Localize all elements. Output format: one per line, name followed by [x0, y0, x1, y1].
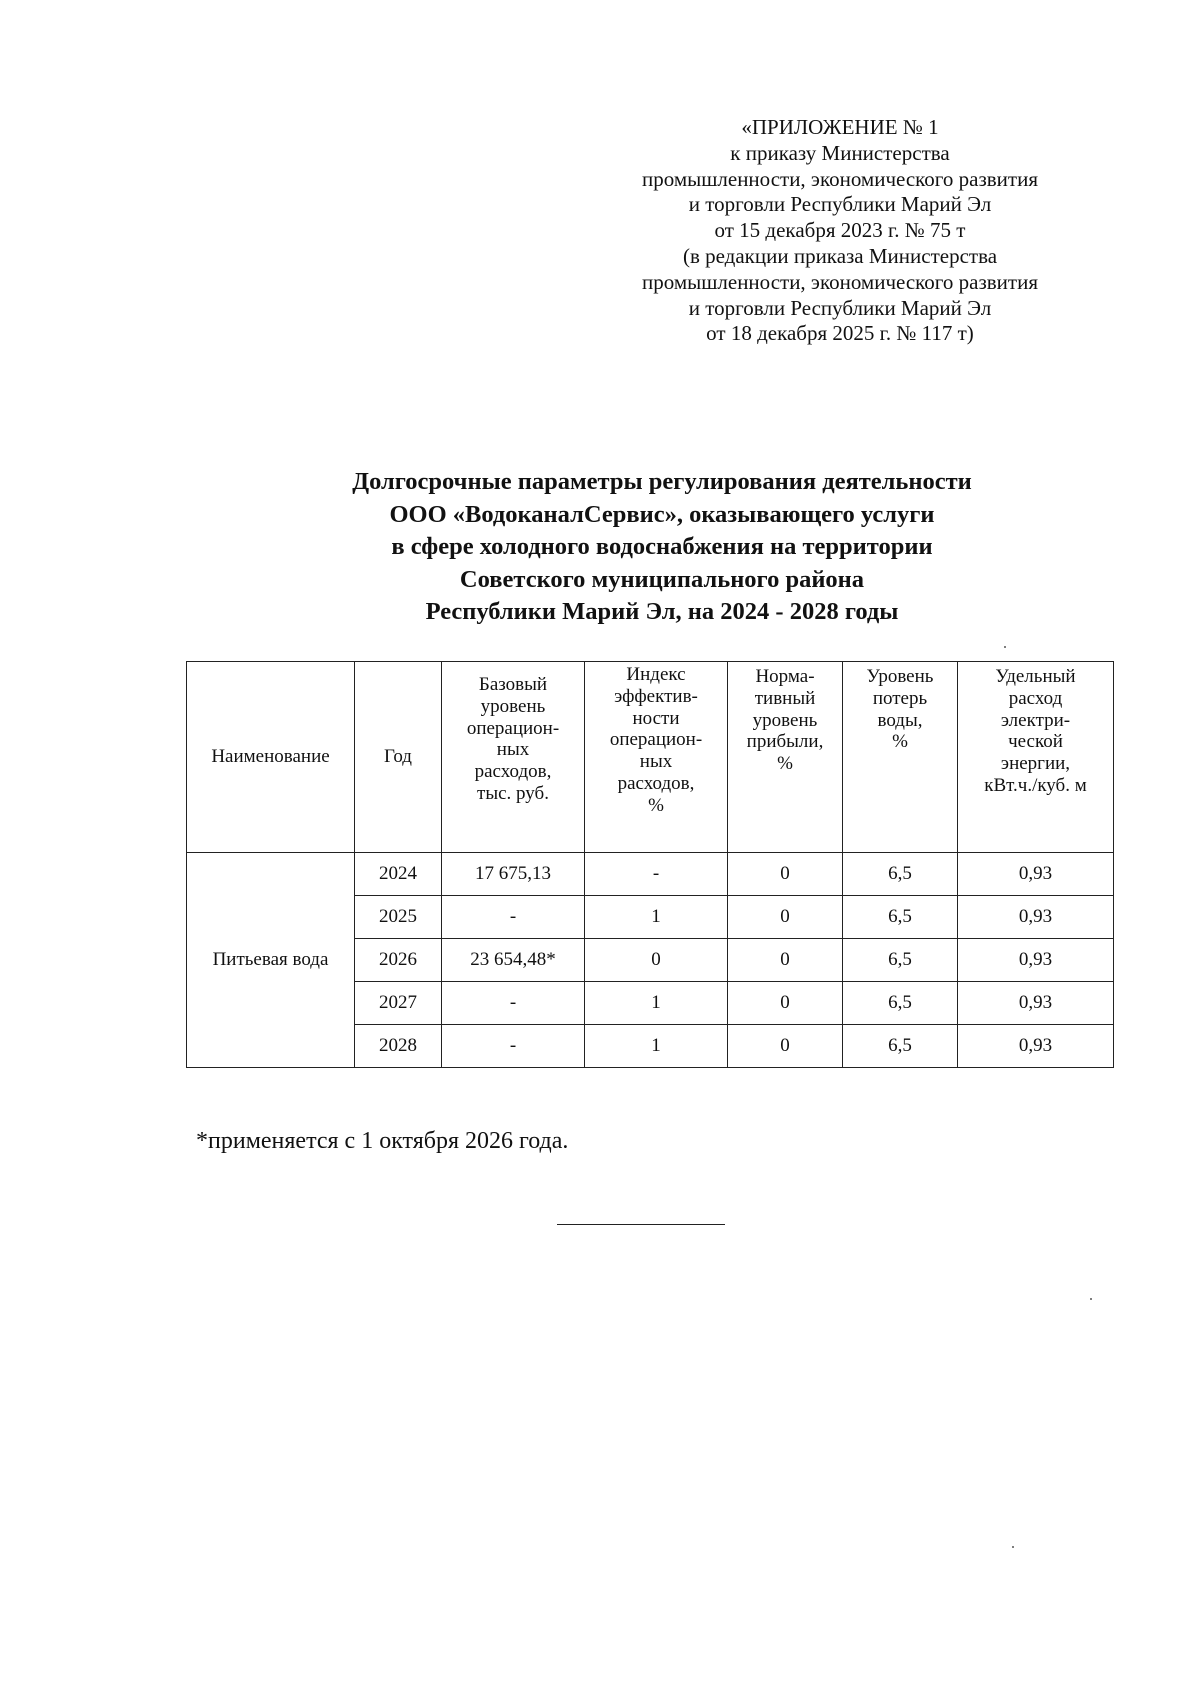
base-opex-cell: -: [442, 1025, 585, 1068]
title-line: Советского муниципального района: [459, 565, 865, 593]
appendix-line: от 18 декабря 2025 г. № 117 т): [706, 321, 974, 346]
header-line: тыс. руб.: [477, 782, 549, 804]
header-line: кВт.ч./куб. м: [984, 774, 1087, 796]
header-line: ных: [639, 751, 673, 773]
header-profit-level: [728, 662, 843, 853]
parameters-table: [186, 661, 1114, 1068]
title-line: Республики Марий Эл, на 2024 - 2028 годы: [425, 598, 899, 625]
footnote: *применяется с 1 октября 2026 года.: [196, 1128, 569, 1154]
title-line: ООО «ВодоканалСервис», оказывающего услуги: [389, 500, 935, 528]
efficiency-index-cell: 1: [585, 1025, 728, 1068]
header-line: эффектив-: [614, 685, 698, 707]
header-line: уровень: [480, 695, 546, 717]
header-line: %: [892, 731, 908, 753]
year-cell: 2027: [355, 982, 442, 1025]
header-line: операцион-: [609, 729, 703, 751]
title-line: Долгосрочные параметры регулирования деятельности: [352, 468, 972, 495]
appendix-line: и торговли Республики Марий Эл: [688, 192, 992, 217]
header-line: электри-: [1000, 709, 1071, 731]
appendix-line: «ПРИЛОЖЕНИЕ № 1: [741, 115, 939, 139]
energy-consumption-cell: 0,93: [958, 853, 1114, 896]
appendix-line: промышленности, экономического развития: [641, 166, 1038, 191]
water-loss-cell: 6,5: [843, 896, 958, 939]
header-line: ных: [496, 739, 530, 761]
header-year: [355, 662, 442, 853]
document-title: [192, 466, 1132, 629]
header-line: Год: [384, 746, 412, 768]
header-line: уровень: [752, 709, 818, 731]
header-base-opex: [442, 662, 585, 853]
energy-consumption-cell: 0,93: [958, 1025, 1114, 1068]
appendix-line: и торговли Республики Марий Эл: [688, 295, 992, 320]
efficiency-index-cell: 0: [585, 939, 728, 982]
appendix-line: промышленности, экономического развития: [641, 269, 1038, 294]
closing-rule: [557, 1224, 725, 1225]
header-line: ности: [632, 707, 680, 729]
profit-level-cell: 0: [728, 853, 843, 896]
header-line: расходов,: [474, 761, 552, 783]
header-line: Индекс: [626, 664, 686, 685]
year-cell: 2028: [355, 1025, 442, 1068]
header-line: прибыли,: [746, 731, 824, 753]
water-loss-cell: 6,5: [843, 1025, 958, 1068]
appendix-header: [580, 115, 1100, 347]
header-efficiency-index: [585, 662, 728, 853]
header-line: потерь: [872, 687, 928, 709]
year-cell: 2024: [355, 853, 442, 896]
appendix-line: к приказу Министерства: [730, 140, 950, 165]
header-line: расходов,: [617, 772, 695, 794]
scan-speck: [1012, 1546, 1014, 1548]
efficiency-index-cell: 1: [585, 896, 728, 939]
profit-level-cell: 0: [728, 939, 843, 982]
water-loss-cell: 6,5: [843, 982, 958, 1025]
profit-level-cell: 0: [728, 896, 843, 939]
header-line: %: [648, 794, 664, 816]
base-opex-cell: 23 654,48*: [442, 939, 585, 982]
header-line: Наименование: [211, 746, 330, 768]
efficiency-index-cell: -: [585, 853, 728, 896]
header-line: расход: [1008, 687, 1063, 709]
energy-consumption-cell: 0,93: [958, 939, 1114, 982]
year-cell: 2025: [355, 896, 442, 939]
header-water-loss: [843, 662, 958, 853]
header-name: [187, 662, 355, 853]
table-row: [187, 853, 1114, 896]
header-line: Норма-: [755, 666, 815, 687]
appendix-line: от 15 декабря 2023 г. № 75 т: [714, 218, 966, 243]
base-opex-cell: -: [442, 982, 585, 1025]
header-line: энергии,: [1000, 753, 1071, 775]
header-line: Удельный: [995, 666, 1076, 687]
profit-level-cell: 0: [728, 982, 843, 1025]
energy-consumption-cell: 0,93: [958, 982, 1114, 1025]
header-line: тивный: [754, 687, 816, 709]
efficiency-index-cell: 1: [585, 982, 728, 1025]
appendix-line: (в редакции приказа Министерства: [682, 243, 998, 268]
profit-level-cell: 0: [728, 1025, 843, 1068]
header-line: операцион-: [466, 717, 560, 739]
year-cell: 2026: [355, 939, 442, 982]
base-opex-cell: -: [442, 896, 585, 939]
header-line: %: [777, 753, 793, 775]
water-loss-cell: 6,5: [843, 939, 958, 982]
scan-speck: [1090, 1298, 1092, 1300]
energy-consumption-cell: 0,93: [958, 896, 1114, 939]
group-name-cell: Питьевая вода: [187, 853, 355, 1068]
header-line: воды,: [877, 709, 923, 731]
table-header-row: [187, 662, 1114, 853]
header-line: Уровень: [866, 666, 934, 687]
title-line: в сфере холодного водоснабжения на территории: [391, 533, 933, 560]
base-opex-cell: 17 675,13: [442, 853, 585, 896]
header-line: ческой: [1008, 731, 1063, 753]
scan-speck: [1004, 646, 1006, 648]
water-loss-cell: 6,5: [843, 853, 958, 896]
header-energy-consumption: [958, 662, 1114, 853]
header-line: Базовый: [478, 674, 548, 695]
